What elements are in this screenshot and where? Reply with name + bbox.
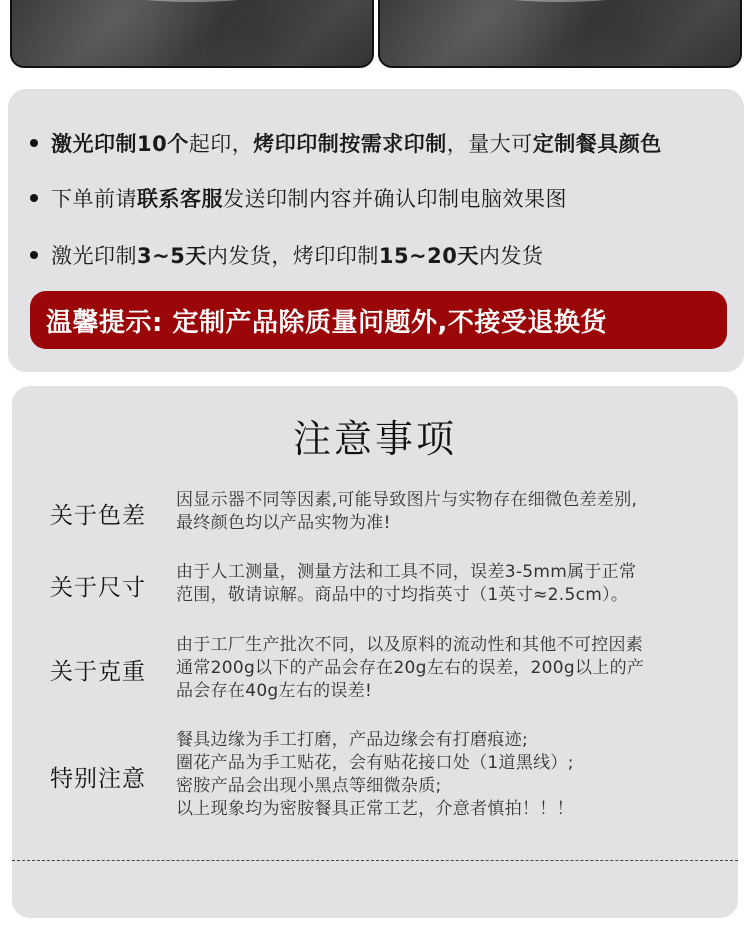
bullet-laser-min-order <box>30 128 662 158</box>
text-part: 烤印印制按需求印制 <box>253 132 447 156</box>
notice-text-weight <box>176 634 716 703</box>
notice-line: 以上现象均为密胺餐具正常工艺，介意者慎拍！！！ <box>176 799 574 819</box>
notice-line: 密胺产品会出现小黑点等细微杂质; <box>176 776 442 796</box>
dashed-divider <box>12 860 738 861</box>
no-return-warning-banner: 温馨提示: 定制产品除质量问题外,不接受退换货 <box>30 291 727 349</box>
text-part: 激光印制 <box>51 244 137 268</box>
text-part: 下单前请 <box>51 187 137 211</box>
notice-line: 最终颜色均以产品实物为准! <box>176 513 391 533</box>
notice-line: 由于人工测量，测量方法和工具不同，误差3-5mm属于正常 <box>176 562 637 582</box>
notice-line: 品会存在40g左右的误差! <box>176 681 373 701</box>
bullet-contact-service <box>30 183 567 213</box>
notice-line: 圈花产品为手工贴花，会有贴花接口处（1道黑线）; <box>176 753 574 773</box>
notice-label-weight: 关于克重 <box>50 659 146 685</box>
notice-panel <box>12 386 738 918</box>
text-part: 发送印制内容并确认印制电脑效果图 <box>223 187 567 211</box>
notice-line: 范围，敬请谅解。商品中的寸均指英寸（1英寸≈2.5cm）。 <box>176 585 629 605</box>
text-part: 联系客服 <box>137 187 223 211</box>
notice-text-color <box>176 489 716 535</box>
text-part: 起印， <box>188 132 254 156</box>
text-part: 激光印制10个 <box>51 132 189 156</box>
text-part: 内发货 <box>478 244 544 268</box>
bullet-dot-icon <box>30 251 38 259</box>
product-photo-right <box>378 0 742 68</box>
bullet-shipping-time <box>30 240 543 270</box>
notice-text-special <box>176 729 716 821</box>
text-part: 定制餐具颜色 <box>532 132 662 156</box>
bullet-dot-icon <box>30 139 38 147</box>
product-photo-left <box>10 0 374 68</box>
text-part: 15~20天 <box>378 244 479 268</box>
notice-title: 注意事项 <box>292 417 457 461</box>
printing-info-panel <box>8 89 744 372</box>
notice-line: 通常200g以下的产品会存在20g左右的误差，200g以上的产 <box>176 658 645 678</box>
notice-line: 由于工厂生产批次不同，以及原料的流动性和其他不可控因素 <box>176 635 644 655</box>
bullet-dot-icon <box>30 194 38 202</box>
notice-label-color: 关于色差 <box>50 503 146 529</box>
notice-label-special: 特别注意 <box>50 766 146 792</box>
notice-line: 餐具边缘为手工打磨，产品边缘会有打磨痕迹; <box>176 730 529 750</box>
notice-text-size <box>176 561 716 607</box>
notice-label-size: 关于尺寸 <box>50 575 146 601</box>
text-part: ，量大可 <box>446 132 533 156</box>
text-part: 内发货，烤印印制 <box>206 244 379 268</box>
text-part: 3~5天 <box>137 244 207 268</box>
notice-line: 因显示器不同等因素,可能导致图片与实物存在细微色差差别, <box>176 490 638 510</box>
